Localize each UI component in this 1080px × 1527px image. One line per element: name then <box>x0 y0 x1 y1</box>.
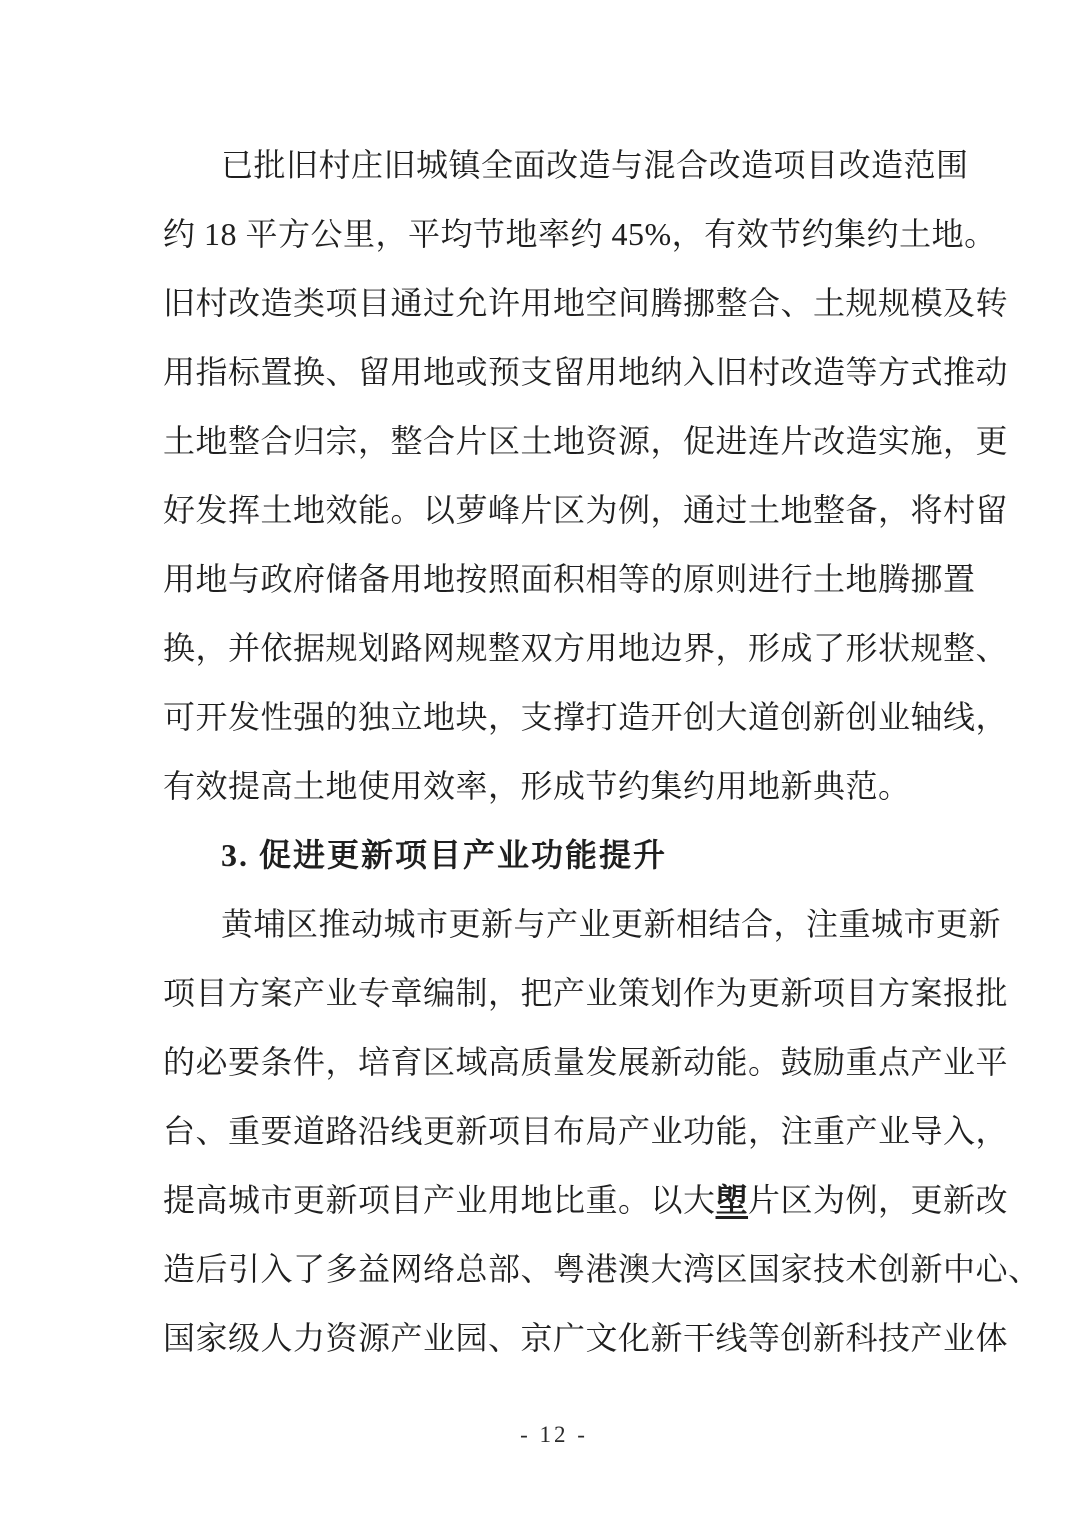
paragraph-line: 用指标置换、留用地或预支留用地纳入旧村改造等方式推动 <box>163 354 1009 390</box>
paragraph-line: 换，并依据规划路网规整双方用地边界，形成了形状规整、 <box>163 630 1009 666</box>
paragraph-line: 好发挥土地效能。以萝峰片区为例，通过土地整备，将村留 <box>163 492 1009 528</box>
paragraph-line: 已批旧村庄旧城镇全面改造与混合改造项目改造范围 <box>221 147 969 183</box>
paragraph-line: 国家级人力资源产业园、京广文化新干线等创新科技产业体 <box>163 1320 1009 1356</box>
paragraph-line: 约 18 平方公里，平均节地率约 45%，有效节约集约土地。 <box>163 216 997 252</box>
text-block <box>163 131 1041 1373</box>
paragraph-line: 台、重要道路沿线更新项目布局产业功能，注重产业导入， <box>163 1113 1009 1149</box>
emphasized-character: 塱 <box>715 1182 749 1218</box>
paragraph-line: 造后引入了多益网络总部、粤港澳大湾区国家技术创新中心、 <box>163 1251 1041 1287</box>
paragraph-line: 可开发性强的独立地块，支撑打造开创大道创新创业轴线， <box>163 699 1009 735</box>
section-heading: 3. 促进更新项目产业功能提升 <box>221 837 668 873</box>
paragraph-line-with-emphasis <box>163 1166 1009 1235</box>
paragraph-line: 有效提高土地使用效率，形成节约集约用地新典范。 <box>163 768 911 804</box>
line-text: 片区为例，更新改 <box>748 1182 1009 1218</box>
paragraph-line: 土地整合归宗，整合片区土地资源，促进连片改造实施，更 <box>163 423 1009 459</box>
page-number: - 12 - <box>520 1422 588 1447</box>
paragraph-line: 项目方案产业专章编制，把产业策划作为更新项目方案报批 <box>163 975 1009 1011</box>
paragraph-line: 旧村改造类项目通过允许用地空间腾挪整合、土规规模及转 <box>163 285 1009 321</box>
paragraph-line: 用地与政府储备用地按照面积相等的原则进行土地腾挪置 <box>163 561 976 597</box>
paragraph-line: 的必要条件，培育区域高质量发展新动能。鼓励重点产业平 <box>163 1044 1009 1080</box>
line-text: 提高城市更新项目产业用地比重。以大 <box>163 1182 716 1218</box>
paragraph-line: 黄埔区推动城市更新与产业更新相结合，注重城市更新 <box>221 906 1002 942</box>
